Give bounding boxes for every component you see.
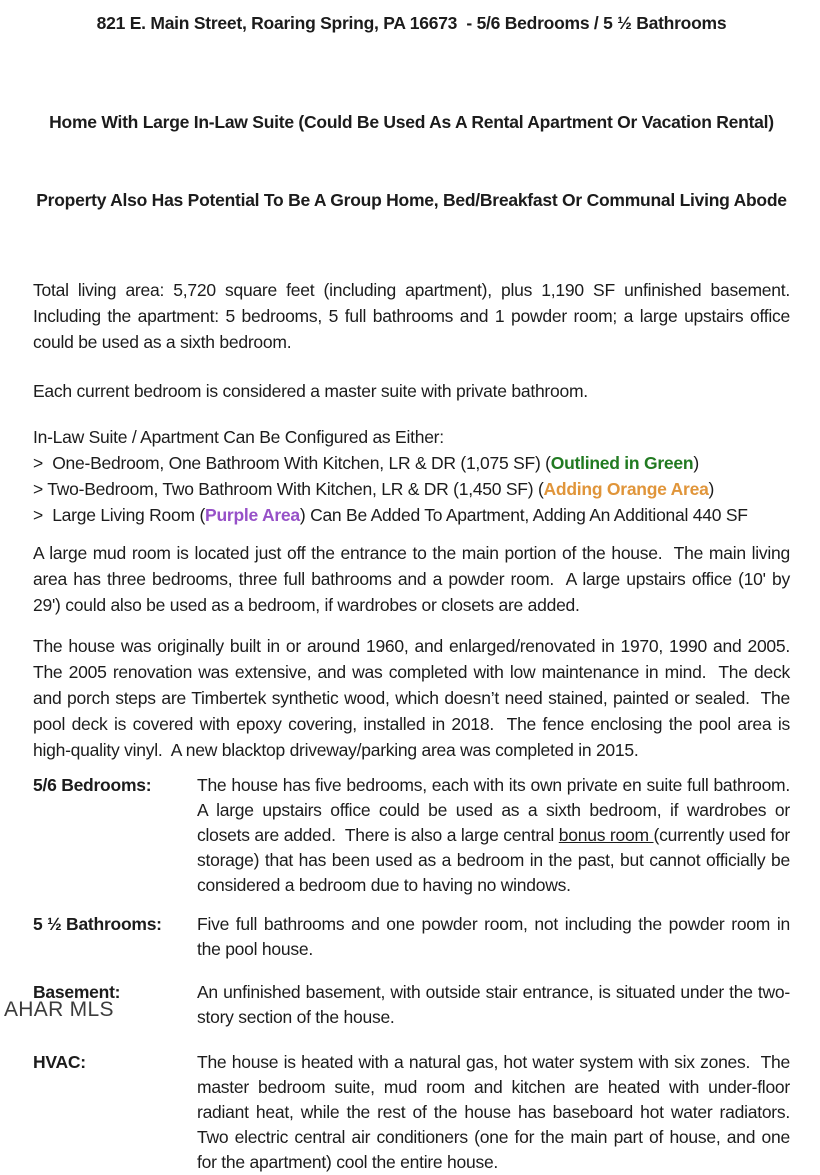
detail-row-hvac	[33, 1050, 800, 1175]
text-segment: > Two-Bedroom, Two Bathroom With Kitchen, LR & DR (1,450 SF) (	[33, 479, 544, 499]
text-segment: )	[708, 479, 715, 499]
green-highlight-text: Outlined in Green	[550, 453, 694, 473]
text-segment: > Large Living Room (	[33, 505, 206, 525]
text-segment: ) Can Be Added To Apartment, Adding An Additional 440 SF	[299, 505, 748, 525]
underlined-text: bonus room	[558, 825, 654, 845]
orange-highlight-text: Adding Orange Area	[543, 479, 709, 499]
detail-body-bedrooms	[197, 773, 800, 898]
detail-body-hvac	[197, 1050, 800, 1175]
paragraph-mud-room: A large mud room is located just off the entrance to the main portion of the house. The main living area has three bedrooms, three full bathrooms and a powder room. A large upstairs office (10' by 29') could also be used as a bedroom, if wardrobes or closets are added.	[33, 543, 795, 615]
text-segment: The house has five bedrooms, each with its own private en suite full bathroom. A large upstairs office could be used as a sixth bedroom, if wardrobes or closets are added. There is also a large central	[197, 775, 800, 845]
subtitle-line-1: Home With Large In-Law Suite (Could Be Used As A Rental Apartment Or Vacation Rental)	[49, 112, 774, 132]
page-title: 821 E. Main Street, Roaring Spring, PA 16673 - 5/6 Bedrooms / 5 ½ Bathrooms	[96, 13, 727, 33]
text-segment: Five full bathrooms and one powder room, not including the powder room in the pool house.	[197, 914, 795, 959]
inlaw-suite-section	[33, 424, 790, 528]
subtitle-line-2: Property Also Has Potential To Be A Group Home, Bed/Breakfast Or Communal Living Abode	[36, 190, 787, 210]
paragraph-total-living-area: Total living area: 5,720 square feet (including apartment), plus 1,190 SF unfinished basement. Including the apartment: 5 bedrooms, 5 full bathrooms and 1 powder room; a large upstairs office could be used as a sixth bedroom.	[33, 280, 800, 352]
text-segment: The house is heated with a natural gas, hot water system with six zones. The master bedroom suite, mud room and kitchen are heated with under-floor radiant heat, while the rest of the house has baseboard hot water radiators. Two electric central air conditioners (one for the main part of house, and one for the apartment) cool the entire house.	[197, 1052, 800, 1172]
text-segment: > One-Bedroom, One Bathroom With Kitchen, LR & DR (1,075 SF) (	[33, 453, 551, 473]
detail-body-bathrooms	[197, 912, 795, 962]
text-segment: (currently used for storage) that has been used as a bedroom in the past, but cannot officially be considered a bedroom due to having no windows.	[197, 825, 795, 895]
inlaw-option-two-bedroom	[33, 476, 790, 502]
detail-body-basement	[197, 980, 790, 1030]
detail-label-bedrooms: 5/6 Bedrooms:	[33, 775, 152, 795]
inlaw-option-one-bedroom	[33, 450, 790, 476]
paragraph-history: The house was originally built in or around 1960, and enlarged/renovated in 1970, 1990 and 2005. The 2005 renovation was extensive, and was completed with low maintenance in mind. The deck and porch steps are Timbertek synthetic wood, which doesn’t need stained, painted or sealed. The pool deck is covered with epoxy covering, installed in 2018. The fence enclosing the pool area is high-quality vinyl. A new blacktop driveway/parking area was completed in 2015.	[33, 636, 800, 760]
text-segment: An unfinished basement, with outside stair entrance, is situated under the two-story section of the house.	[197, 982, 790, 1027]
watermark-ahar-mls: AHAR MLS	[4, 998, 114, 1021]
detail-label-basement: Basement:	[33, 982, 121, 1002]
subtitle	[33, 57, 790, 265]
detail-row-basement	[33, 980, 790, 1030]
detail-label-bathrooms: 5 ½ Bathrooms:	[33, 914, 162, 934]
detail-row-bathrooms	[33, 912, 795, 962]
purple-highlight-text: Purple Area	[205, 505, 300, 525]
inlaw-option-living-room	[33, 502, 790, 528]
paragraph-master-suite: Each current bedroom is considered a master suite with private bathroom.	[33, 381, 588, 401]
detail-row-bedrooms	[33, 773, 800, 898]
inlaw-heading: In-Law Suite / Apartment Can Be Configured as Either:	[33, 427, 444, 447]
detail-label-hvac: HVAC:	[33, 1052, 86, 1072]
text-segment: )	[693, 453, 699, 473]
